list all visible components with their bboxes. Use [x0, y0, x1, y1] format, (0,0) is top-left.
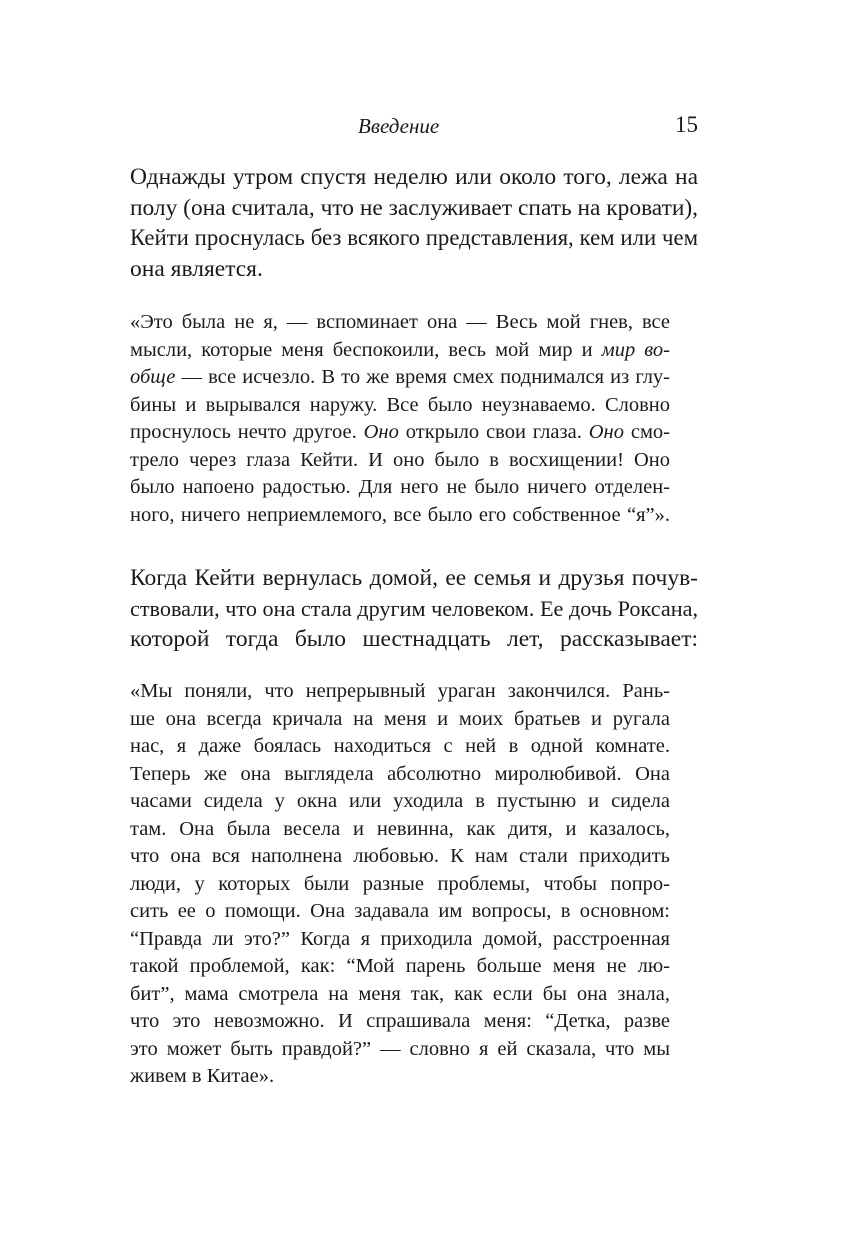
text-line — [130, 337, 670, 365]
text-line: часами сидела у окна или уходила в пустыню и сидела — [130, 790, 670, 812]
text-line: Кейти проснулась без всякого представления, кем или чем — [130, 225, 698, 250]
text-run: открыло свои глаза. — [398, 421, 589, 443]
text-line — [130, 364, 670, 392]
text-line: ше она всегда кричала на меня и моих братьев и ругала — [130, 707, 670, 730]
running-head — [130, 112, 698, 142]
text-line: ствовали, что она стала другим человеком. Ее дочь Роксана, — [130, 595, 698, 621]
text-line: такой проблемой, как: “Мой парень больше меня не лю- — [130, 955, 670, 977]
italic-run: Оно — [363, 421, 399, 443]
italic-run: мир во- — [601, 338, 670, 361]
text-line: Теперь же она выглядела абсолютно миролюбивой. Она — [130, 762, 670, 785]
text-line: “Правда ли это?” Когда я приходила домой, расстроенная — [130, 927, 670, 950]
text-run: проснулось нечто другое. — [130, 421, 364, 443]
text-line: трело через глаза Кейти. И оно было в восхищении! Оно — [130, 448, 670, 471]
text-line: Однажды утром спустя неделю или около того, лежа на — [130, 164, 698, 190]
italic-run: обще — [130, 366, 176, 388]
text-line — [130, 419, 670, 447]
text-line: бит”, мама смотрела на меня так, как если бы она знала, — [130, 982, 670, 1005]
text-line: сить ее о помощи. Она задавала им вопросы, в основном: — [130, 900, 670, 922]
text-run: смо- — [623, 421, 670, 443]
text-line: это может быть правдой?” — словно я ей сказала, что мы — [130, 1037, 670, 1060]
text-line: бины и вырывался наружу. Все было неузнаваемо. Словно — [130, 393, 670, 416]
italic-run: Оно — [588, 421, 624, 443]
text-line: полу (она считала, что не заслуживает спать на кровати), — [130, 194, 698, 221]
text-line: «Мы поняли, что непрерывный ураган закончился. Рань- — [130, 680, 670, 702]
text-line: нас, я даже боялась находиться с ней в одной комнате. — [130, 735, 670, 757]
text-line: Когда Кейти вернулась домой, ее семья и друзья почув- — [130, 565, 698, 591]
text-line: что это невозможно. И спрашивала меня: “Детка, разве — [130, 1010, 670, 1032]
text-line: ного, ничего неприемлемого, все было его собственное “я”». — [130, 503, 670, 526]
text-run: — все исчезло. В то же время смех поднимался из глу- — [175, 366, 670, 388]
text-line: которой тогда было шестнадцать лет, рассказывает: — [130, 626, 698, 652]
text-line: там. Она была весела и невинна, как дитя, и казалось, — [130, 817, 670, 840]
text-run: мысли, которые меня беспокоили, весь мой мир и — [130, 338, 602, 361]
section-title: Введение — [358, 114, 440, 138]
text-line: люди, у которых были разные проблемы, чтобы попро- — [130, 872, 670, 895]
text-line: живем в Китае». — [130, 1065, 275, 1087]
paragraph-2 — [130, 563, 698, 655]
page-number: 15 — [675, 112, 698, 137]
text-line: она является. — [130, 255, 263, 282]
block-quote-2 — [130, 678, 670, 1091]
text-line: что она вся наполнена любовью. К нам стали приходить — [130, 845, 670, 867]
text-line: было напоено радостью. Для него не было ничего отделен- — [130, 476, 670, 498]
block-quote-1 — [130, 309, 670, 529]
paragraph-1 — [130, 162, 698, 284]
text-line: «Это была не я, — вспоминает она — Весь мой гнев, все — [130, 311, 670, 333]
